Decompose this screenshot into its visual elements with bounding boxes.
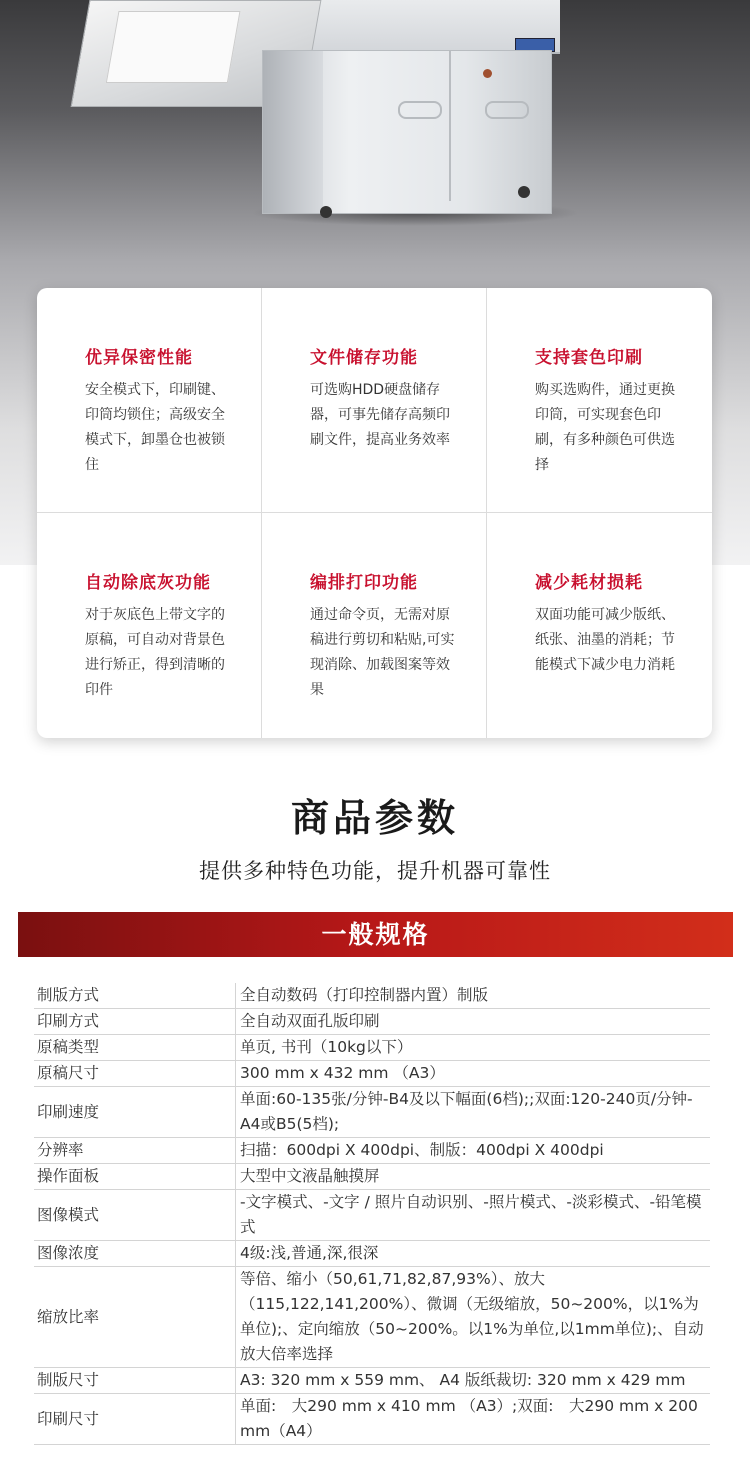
table-row <box>34 1368 710 1394</box>
table-row <box>34 1009 710 1035</box>
spec-key: 印刷尺寸 <box>34 1394 236 1445</box>
feature-description: 通过命令页，无需对原稿进行剪切和粘贴,可实现消除、加载图案等效果 <box>310 607 455 698</box>
feature-card <box>262 513 487 738</box>
cabinet-lock-icon <box>483 69 492 78</box>
feature-card <box>487 513 712 738</box>
spec-key: 原稿类型 <box>34 1035 236 1061</box>
table-row <box>34 1138 710 1164</box>
spec-key: 图像浓度 <box>34 1241 236 1267</box>
spec-key: 分辨率 <box>34 1138 236 1164</box>
feature-card <box>37 513 262 738</box>
spec-value: -文字模式、-文字 / 照片自动识别、-照片模式、-淡彩模式、-铅笔模式 <box>236 1190 711 1241</box>
spec-key: 图像模式 <box>34 1190 236 1241</box>
spec-key: 印刷速度 <box>34 1087 236 1138</box>
spec-value: 扫描：600dpi X 400dpi、制版：400dpi X 400dpi <box>236 1138 711 1164</box>
spec-value: 全自动双面孔版印刷 <box>236 1009 711 1035</box>
spec-value: 等倍、缩小（50,61,71,82,87,93%）、放大（115,122,141,200%）、微调（无级缩放，50~200%，以1%为单位);、定向缩放（50~200%。以1%为单位,以1mm单位);、自动放大倍率选择 <box>236 1267 711 1368</box>
table-row <box>34 1035 710 1061</box>
feature-card <box>487 288 712 513</box>
feature-description: 双面功能可减少版纸、纸张、油墨的消耗；节能模式下减少电力消耗 <box>535 607 675 673</box>
feature-grid <box>37 288 712 738</box>
feature-title: 优异保密性能 <box>85 348 193 368</box>
section-title: 商品参数 <box>290 796 459 840</box>
table-row <box>34 1061 710 1087</box>
cabinet-side <box>263 51 323 213</box>
spec-table <box>34 983 710 1445</box>
spec-value: 大型中文液晶触摸屏 <box>236 1164 711 1190</box>
spec-key: 制版方式 <box>34 983 236 1009</box>
spec-key: 印刷方式 <box>34 1009 236 1035</box>
cabinet-handle-icon <box>485 101 529 119</box>
spec-value: 单面:60-135张/分钟-B4及以下幅面(6档);;双面:120-240页/分钟-A4或B5(5档); <box>236 1087 711 1138</box>
paper-sheet <box>106 11 241 83</box>
wheel-icon <box>518 186 530 198</box>
section-subtitle: 提供多种特色功能，提升机器可靠性 <box>199 859 551 883</box>
table-row <box>34 1267 710 1368</box>
feature-card <box>37 288 262 513</box>
table-row <box>34 1394 710 1445</box>
wheel-icon <box>320 206 332 218</box>
feature-card <box>262 288 487 513</box>
spec-value: A3: 320 mm x 559 mm、 A4 版纸裁切: 320 mm x 429 mm <box>236 1368 711 1394</box>
table-row <box>34 1241 710 1267</box>
printer-cabinet <box>262 50 552 214</box>
table-row <box>34 1087 710 1138</box>
spec-key: 操作面板 <box>34 1164 236 1190</box>
table-row <box>34 1164 710 1190</box>
table-row <box>34 1190 710 1241</box>
feature-description: 对于灰底色上带文字的原稿，可自动对背景色进行矫正，得到清晰的印件 <box>85 607 225 698</box>
feature-title: 自动除底灰功能 <box>85 573 211 593</box>
table-row <box>34 983 710 1009</box>
spec-value: 单面: 大290 mm x 410 mm （A3）;双面: 大290 mm x 200 mm（A4） <box>236 1394 711 1445</box>
feature-description: 可选购HDD硬盘储存器，可事先储存高频印刷文件，提高业务效率 <box>310 382 450 448</box>
feature-title: 减少耗材损耗 <box>535 573 643 593</box>
feature-description: 安全模式下，印刷键、印筒均锁住；高级安全模式下，卸墨仓也被锁住 <box>85 382 225 473</box>
spec-value: 单页, 书刊（10kg以下） <box>236 1035 711 1061</box>
spec-banner: 一般规格 <box>18 912 733 957</box>
spec-key: 缩放比率 <box>34 1267 236 1368</box>
spec-key: 原稿尺寸 <box>34 1061 236 1087</box>
feature-description: 购买选购件，通过更换印筒，可实现套色印刷，有多种颜色可供选择 <box>535 382 675 473</box>
cabinet-door-divider <box>449 51 451 201</box>
feature-title: 编排打印功能 <box>310 573 418 593</box>
spec-value: 300 mm x 432 mm （A3） <box>236 1061 711 1087</box>
spec-value: 全自动数码（打印控制器内置）制版 <box>236 983 711 1009</box>
spec-value: 4级:浅,普通,深,很深 <box>236 1241 711 1267</box>
spec-key: 制版尺寸 <box>34 1368 236 1394</box>
feature-title: 支持套色印刷 <box>535 348 643 368</box>
feature-title: 文件储存功能 <box>310 348 418 368</box>
cabinet-handle-icon <box>398 101 442 119</box>
